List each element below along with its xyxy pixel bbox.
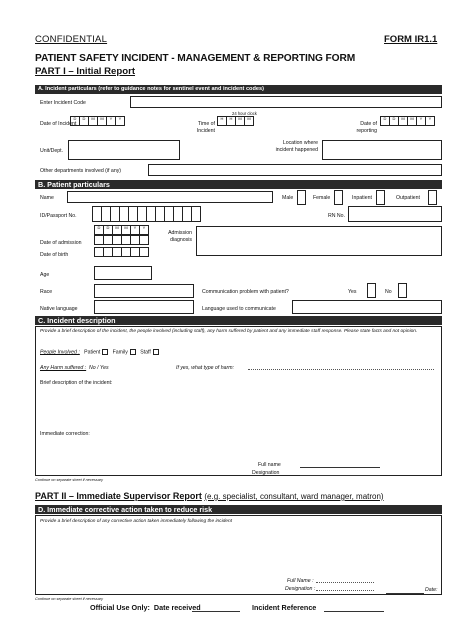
corrective-action-area[interactable] xyxy=(35,515,442,595)
section-a-bar: A. Incident particulars (refer to guidance notes for sentinel event and incident codes) xyxy=(35,85,442,94)
date-cell[interactable] xyxy=(139,235,149,245)
header-cell: M xyxy=(121,225,131,235)
any-harm-row xyxy=(40,365,109,371)
full-name-label: Full name xyxy=(258,462,281,468)
header-cell: M xyxy=(112,225,122,235)
rn-no-label: RN No. xyxy=(328,213,346,219)
cell-m2[interactable]: M xyxy=(97,116,107,126)
cell-m1[interactable]: M xyxy=(398,116,408,126)
id-passport-cells[interactable] xyxy=(92,206,200,222)
if-yes-label: If yes, what type of harm: xyxy=(176,365,234,371)
part2-examples: (e.g. specialist, consultant, ward manager, matron) xyxy=(204,492,384,501)
cell-d1[interactable]: D xyxy=(380,116,390,126)
family-checkbox[interactable] xyxy=(130,349,136,355)
date-received-label: Date received xyxy=(153,603,201,612)
inpatient-checkbox[interactable] xyxy=(376,190,385,205)
cell-y2[interactable]: Y xyxy=(115,116,125,126)
cell-y2[interactable]: Y xyxy=(425,116,435,126)
cell-h1[interactable]: H xyxy=(217,116,227,126)
designation-line[interactable] xyxy=(300,475,380,476)
part2-designation-line[interactable] xyxy=(316,590,374,591)
cell-d1[interactable]: D xyxy=(70,116,80,126)
outpatient-checkbox[interactable] xyxy=(428,190,437,205)
part2-heading xyxy=(35,491,384,501)
patient-name-field[interactable] xyxy=(67,191,273,203)
incident-reference-label: Incident Reference xyxy=(252,603,317,612)
incident-code-field[interactable] xyxy=(130,96,442,108)
race-label: Race xyxy=(40,289,53,295)
unit-dept-field[interactable] xyxy=(68,140,180,160)
people-involved-label: People Involved : xyxy=(40,349,80,356)
cell-min1[interactable]: M xyxy=(235,116,245,126)
section-c-bar: C. Incident description xyxy=(35,316,442,325)
id-passport-label: ID/Passport No. xyxy=(40,213,77,219)
clock-label: 24 hour clock xyxy=(232,111,257,116)
id-cell[interactable] xyxy=(191,206,201,222)
family-label: Family xyxy=(112,349,128,356)
date-received-line[interactable] xyxy=(192,611,240,612)
cell-h2[interactable]: H xyxy=(226,116,236,126)
yes-label: Yes xyxy=(348,289,357,295)
native-language-label: Native language xyxy=(40,306,78,312)
male-checkbox[interactable] xyxy=(297,190,306,205)
female-checkbox[interactable] xyxy=(334,190,343,205)
female-label: Female xyxy=(313,195,331,201)
language-used-field[interactable] xyxy=(292,300,442,314)
form-title: PATIENT SAFETY INCIDENT - MANAGEMENT & REPORTING FORM xyxy=(35,53,356,64)
time-of-incident-cells[interactable] xyxy=(217,116,253,126)
part2-date-label: Date: xyxy=(425,587,438,593)
incident-reference-line[interactable] xyxy=(324,611,384,612)
date-of-admission-label: Date of admission xyxy=(40,240,82,246)
immediate-correction-label: Immediate correction: xyxy=(40,431,90,437)
no-label: No xyxy=(385,289,392,295)
patient-checkbox[interactable] xyxy=(102,349,108,355)
part2-date-line[interactable] xyxy=(386,593,424,594)
incident-instruction: Provide a brief description of the incident, the people involved (including staff), any harm suffered by patient and any immediate staff response. Please state facts and not opinion. xyxy=(40,329,418,334)
section-d-bar: D. Immediate corrective action taken to reduce risk xyxy=(35,505,442,514)
form-code: FORM IR1.1 xyxy=(384,34,438,45)
communication-yes-checkbox[interactable] xyxy=(367,283,376,298)
native-language-field[interactable] xyxy=(94,300,194,314)
brief-description-label: Brief description of the incident: xyxy=(40,380,113,386)
name-label: Name xyxy=(40,195,54,201)
unit-dept-label: Unit/Dept. xyxy=(40,148,64,154)
designation-label: Designation xyxy=(252,470,280,476)
staff-label: Staff xyxy=(140,349,151,356)
age-label: Age xyxy=(40,272,50,278)
part2-designation-label: Designation : xyxy=(285,586,316,592)
communication-problem-label: Communication problem with patient? xyxy=(202,289,289,295)
admission-diagnosis-label: Admission diagnosis xyxy=(168,230,192,243)
date-of-reporting-label: Date of reporting xyxy=(356,121,377,134)
part2-full-name-line[interactable] xyxy=(316,582,374,583)
cell-y1[interactable]: Y xyxy=(416,116,426,126)
admission-diagnosis-field[interactable] xyxy=(196,226,442,256)
cell-y1[interactable]: Y xyxy=(106,116,116,126)
time-of-incident-label: Time of Incident xyxy=(196,121,215,134)
admission-date-header-cells xyxy=(94,225,148,235)
part2-full-name-label: Full Name : xyxy=(287,578,314,584)
any-harm-label: Any Harm suffered : xyxy=(40,365,87,371)
incident-code-label: Enter Incident Code xyxy=(40,100,86,106)
cell-d2[interactable]: D xyxy=(79,116,89,126)
header-cell: D xyxy=(103,225,113,235)
date-of-incident-label: Date of Incident xyxy=(40,121,77,127)
official-use-row xyxy=(90,603,201,612)
header-cell: D xyxy=(94,225,104,235)
race-field[interactable] xyxy=(94,284,194,298)
date-cell[interactable] xyxy=(139,247,149,257)
date-of-reporting-cells[interactable] xyxy=(380,116,434,126)
people-involved-row xyxy=(40,349,159,355)
age-field[interactable] xyxy=(94,266,152,280)
location-field[interactable] xyxy=(322,140,442,160)
cell-d2[interactable]: D xyxy=(389,116,399,126)
location-label: Location where incident happened xyxy=(275,140,318,153)
other-departments-field[interactable] xyxy=(148,164,442,176)
no-yes-options[interactable]: No / Yes xyxy=(89,365,109,371)
continue-note-c: Continue on separate sheet if necessary xyxy=(35,478,103,482)
official-use-label: Official Use Only: xyxy=(90,603,150,612)
staff-checkbox[interactable] xyxy=(153,349,159,355)
header-cell: Y xyxy=(139,225,149,235)
other-departments-label: Other departments involved (if any) xyxy=(40,168,122,174)
part1-heading: PART I – Initial Report xyxy=(35,66,136,77)
patient-label: Patient xyxy=(84,349,101,356)
male-label: Male xyxy=(282,195,294,201)
section-b-bar: B. Patient particulars xyxy=(35,180,442,189)
part2-title: PART II – Immediate Supervisor Report xyxy=(35,491,202,501)
harm-type-line[interactable] xyxy=(248,369,434,370)
date-of-birth-label: Date of birth xyxy=(40,252,69,258)
inpatient-label: Inpatient xyxy=(352,195,372,201)
confidential-label: CONFIDENTIAL xyxy=(35,34,108,45)
rn-no-field[interactable] xyxy=(348,206,442,222)
language-used-label: Language used to communicate xyxy=(202,306,276,312)
cell-min2[interactable]: M xyxy=(244,116,254,126)
cell-m1[interactable]: M xyxy=(88,116,98,126)
continue-note-d: Continue on separate sheet if necessary xyxy=(35,597,103,601)
date-of-incident-cells[interactable] xyxy=(70,116,124,126)
cell-m2[interactable]: M xyxy=(407,116,417,126)
communication-no-checkbox[interactable] xyxy=(398,283,407,298)
corrective-instruction: Provide a brief description of any corrective action taken immediately following the incident xyxy=(40,519,232,524)
date-of-admission-cells[interactable] xyxy=(94,235,148,245)
full-name-line[interactable] xyxy=(300,467,380,468)
header-cell: Y xyxy=(130,225,140,235)
outpatient-label: Outpatient xyxy=(396,195,420,201)
date-of-birth-cells[interactable] xyxy=(94,247,148,257)
